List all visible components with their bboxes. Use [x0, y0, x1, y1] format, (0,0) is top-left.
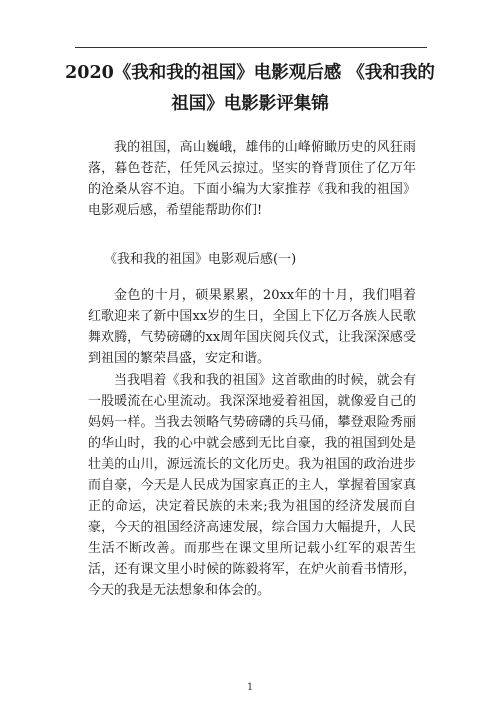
section-heading: 《我和我的祖国》电影观后感(一)	[104, 252, 297, 267]
page-number: 1	[246, 682, 254, 693]
header-rule	[75, 47, 427, 48]
document-title: 2020《我和我的祖国》电影观后感 《我和我的祖国》电影影评集锦	[65, 63, 435, 114]
intro-paragraph: 我的祖国，高山巍峨，雄伟的山峰俯瞰历史的风狂雨落，暮色苍茫，任凭风云掠过。坚实的脊背顶住了亿万年的沧桑从容不迫。下面小编为大家推荐《我和我的祖国》电影观后感，希望能帮助你们!	[88, 140, 416, 218]
body-paragraph-2: 当我唱着《我和我的祖国》这首歌曲的时候，就会有一股暖流在心里流动。我深深地爱着祖国，就像爱自己的妈妈一样。当我去领略气势磅礴的兵马俑，攀登艰险秀丽的华山时，我的心中就会感到无比自豪，我的祖国到处是壮美的山川，源远流长的文化历史。我为祖国的政治进步而自豪，今天是人民成为国家真正的主人，掌握着国家真正的命运，决定着民族的未来;我为祖国的经济发展而自豪，今天的祖国经济高速发展，综合国力大幅提升，人民生活不断改善。而那些在课文里所记载小红军的艰苦生活，还有课文里小时候的陈毅将军，在炉火前看书情形，今天的我是无法想象和体会的。	[88, 373, 416, 598]
body-paragraph-1: 金色的十月，硕果累累，20xx年的十月，我们唱着红歌迎来了新中国xx岁的生日，全国上下亿万各族人民歌舞欢腾，气势磅礴的xx周年国庆阅兵仪式，让我深深感受到祖国的繁荣昌盛，安定和谐。	[88, 288, 416, 366]
